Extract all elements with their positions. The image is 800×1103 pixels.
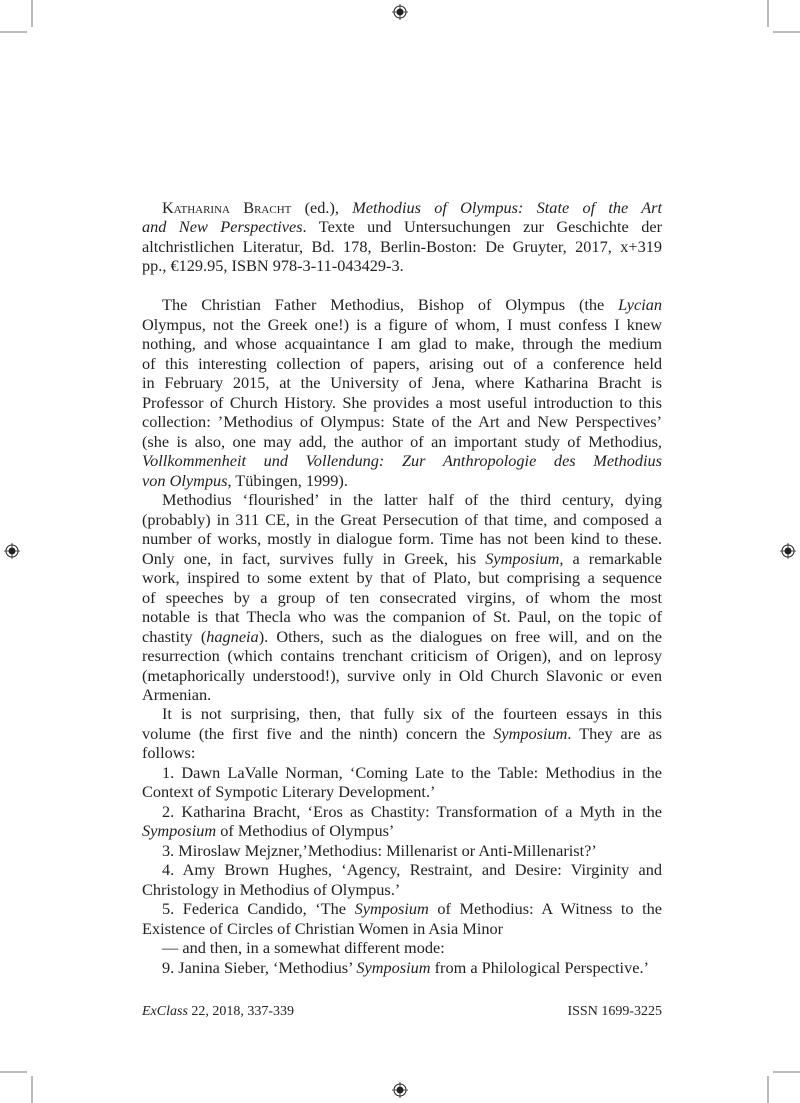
text-segment: chastity (	[142, 626, 207, 646]
registration-mark-icon	[392, 4, 408, 20]
text-segment: It is not surprising, then, that fully six of the fourteen essays in this	[162, 704, 662, 724]
text-segment: (probably) in 311 CE, in the Great Persecution of that time, and composed a	[142, 509, 662, 529]
text-segment: ). Others, such as the dialogues on free will, and on the	[258, 626, 662, 646]
text-segment: 4. Amy Brown Hughes, ‘Agency, Restraint, and Desire: Virginity and	[162, 860, 662, 880]
text-segment: Professor of Church History. She provides a most useful introduction to this	[142, 392, 662, 412]
text-line	[142, 841, 662, 860]
text-segment: Katharina Bracht	[162, 198, 292, 217]
text-line	[142, 919, 662, 938]
text-line	[142, 451, 662, 470]
text-segment: (metaphorically understood!), survive only in Old Church Slavonic or even	[142, 665, 662, 685]
registration-mark-icon	[780, 543, 796, 559]
text-segment: nothing, and whose acquaintance I am glad to make, through the medium	[142, 334, 662, 354]
text-segment: (ed.),	[291, 198, 353, 217]
text-segment: pp., €129.95, ISBN 978-3-11-043429-3.	[142, 256, 404, 276]
text-segment: 9. Janina Sieber, ‘Methodius’	[162, 957, 357, 977]
text-segment: Context of Sympotic Literary Development.’	[142, 782, 436, 802]
text-line	[142, 256, 662, 275]
text-line	[142, 938, 662, 957]
text-line	[142, 685, 662, 704]
text-line	[142, 607, 662, 626]
text-segment: a remarkable	[563, 548, 662, 568]
crop-mark	[0, 1071, 27, 1073]
text-line	[142, 393, 662, 412]
crop-mark	[767, 0, 769, 27]
registration-mark-icon	[392, 1082, 408, 1098]
text-line	[142, 471, 662, 490]
text-line	[142, 899, 662, 918]
text-segment: work, inspired to some extent by that of Plato, but comprising a sequence	[142, 568, 662, 588]
registration-mark-icon	[4, 543, 20, 559]
text-line	[142, 432, 662, 451]
text-segment: in February 2015, at the University of Jena, where Katharina Bracht is	[142, 373, 662, 393]
text-segment: (she is also, one may add, the author of an important study of Methodius,	[142, 431, 662, 451]
text-segment: volume (the first five and the ninth) concern the	[142, 723, 494, 743]
text-line	[142, 315, 662, 334]
text-segment: 3. Miroslaw Mejzner,’Methodius: Millenarist or Anti-Millenarist?’	[162, 840, 597, 860]
text-line	[142, 217, 662, 236]
text-line	[142, 821, 662, 840]
text-line	[142, 666, 662, 685]
italic-text: von Olympus,	[142, 470, 232, 490]
journal-name: ExClass	[142, 1004, 188, 1019]
volume-pages: 22, 2018, 337-339	[187, 1004, 295, 1019]
crop-mark	[31, 1076, 33, 1103]
text-line	[142, 510, 662, 529]
text-segment: Existence of Circles of Christian Women in Asia Minor	[142, 918, 504, 938]
footer-citation	[142, 1004, 294, 1020]
text-line	[142, 295, 662, 314]
italic-text: hagneia	[206, 626, 259, 646]
text-line	[142, 763, 662, 782]
text-segment: — and then, in a somewhat different mode:	[162, 938, 445, 958]
text-segment: of Methodius: A Witness to the	[428, 899, 663, 919]
text-segment: Tübingen, 1999).	[231, 470, 348, 490]
text-segment: Christology in Methodius of Olympus.’	[142, 879, 401, 899]
text-line	[142, 646, 662, 665]
crop-mark	[31, 0, 33, 27]
text-line	[142, 588, 662, 607]
text-line	[142, 743, 662, 762]
text-line	[142, 958, 662, 977]
text-line	[142, 490, 662, 509]
italic-text: Symposium	[142, 821, 217, 841]
text-segment: resurrection (which contains trenchant criticism of Origen), and on leprosy	[142, 646, 662, 666]
crop-mark	[773, 31, 800, 33]
text-line	[142, 373, 662, 392]
text-line	[142, 412, 662, 431]
text-segment: Armenian.	[142, 685, 212, 704]
text-segment: 5. Federica Candido, ‘The	[162, 899, 355, 919]
text-line	[142, 880, 662, 899]
italic-text: Lycian	[618, 295, 662, 315]
text-segment: of this interesting collection of papers, arising out of a conference held	[142, 353, 662, 373]
text-line	[142, 724, 662, 743]
text-line	[142, 782, 662, 801]
text-segment: of Methodius of Olympus’	[216, 821, 395, 841]
text-segment: notable is that Thecla who was the companion of St. Paul, on the topic of	[142, 607, 662, 627]
crop-mark	[0, 31, 27, 33]
text-segment: altchristlichen Literatur, Bd. 178, Berlin-Boston: De Gruyter, 2017, x+319	[142, 236, 662, 256]
text-segment: 1. Dawn LaValle Norman, ‘Coming Late to the Table: Methodius in the	[162, 762, 662, 782]
text-line	[142, 568, 662, 587]
text-segment: Only one, in fact, survives fully in Greek, his	[142, 548, 486, 568]
crop-mark	[773, 1071, 800, 1073]
text-line	[142, 198, 662, 217]
text-line	[142, 860, 662, 879]
text-segment: number of works, mostly in dialogue form. Time has not been kind to these.	[142, 529, 662, 549]
text-segment: . Texte und Untersuchungen zur Geschichte der	[302, 217, 662, 237]
text-segment: from a Philological Perspective.’	[430, 957, 649, 977]
text-line	[142, 334, 662, 353]
text-line	[142, 802, 662, 821]
italic-text: Vollkommenheit und Vollendung: Zur Anthropologie des Methodius	[142, 451, 662, 471]
text-segment: . They are as	[567, 723, 662, 743]
text-segment: follows:	[142, 743, 196, 763]
text-segment: The Christian Father Methodius, Bishop of Olympus (the	[162, 295, 619, 315]
text-segment: of speeches by a group of ten consecrated virgins, of whom the most	[142, 587, 662, 607]
italic-text: Methodius of Olympus: State of the Art	[352, 198, 662, 217]
text-segment: Olympus, not the Greek one!) is a figure of whom, I must confess I knew	[142, 314, 662, 334]
crop-mark	[767, 1076, 769, 1103]
text-segment: collection: ’Methodius of Olympus: State of the Art and New Perspectives’	[142, 412, 662, 432]
italic-text: Symposium,	[485, 548, 564, 568]
italic-text: Symposium	[356, 957, 431, 977]
text-line	[142, 354, 662, 373]
text-line	[142, 549, 662, 568]
text-segment: 2. Katharina Bracht, ‘Eros as Chastity: Transformation of a Myth in the	[162, 801, 662, 821]
text-line	[142, 627, 662, 646]
text-line	[142, 704, 662, 723]
footer-issn: ISSN 1699-3225	[567, 1004, 662, 1019]
italic-text: and New Perspectives	[142, 217, 303, 237]
text-line	[142, 529, 662, 548]
text-line	[142, 237, 662, 256]
italic-text: Symposium	[493, 723, 568, 743]
italic-text: Symposium	[354, 899, 429, 919]
text-segment: Methodius ‘flourished’ in the latter half of the third century, dying	[162, 490, 662, 510]
